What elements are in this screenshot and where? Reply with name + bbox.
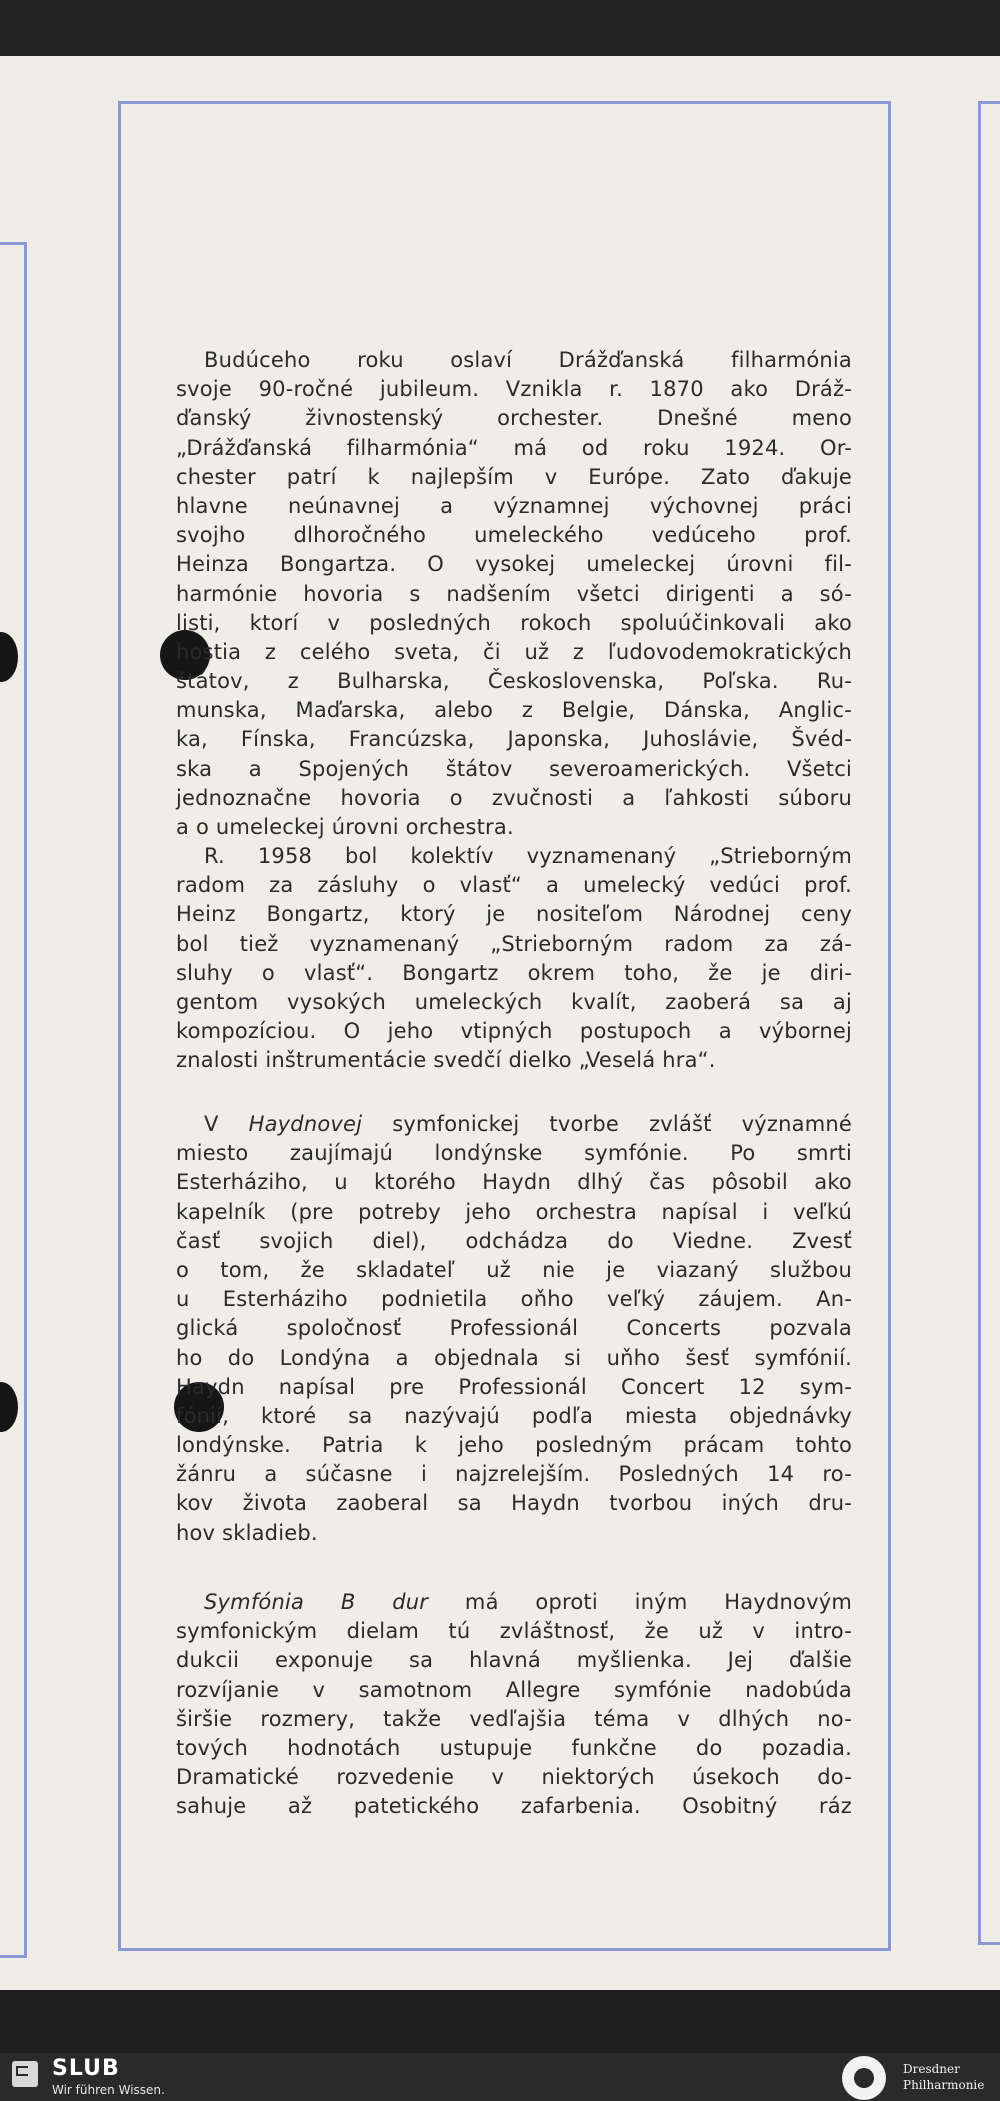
text-line: ska a Spojených štátov severoamerických. Všetci [176,756,852,781]
text-line: dukcii exponuje sa hlavná myšlienka. Jej ďalšie [176,1648,852,1673]
text-line: Heinza Bongartza. O vysokej umeleckej úrovni fil- [176,552,852,577]
text-line: gentom vysokých umeleckých kvalít, zaoberá sa aj [176,989,852,1014]
paragraph-2 [176,842,852,1076]
partner-name-line1: Dresdner [903,2062,960,2076]
text-line: časť svojich diel), odchádza do Viedne. Zvesť [176,1228,852,1253]
paragraph-1 [176,346,852,842]
text-line: ho do Londýna a objednala si uňho šesť symfónií. [176,1345,852,1370]
text-line: ka, Fínska, Francúzska, Japonska, Juhoslávie, Švéd- [176,727,852,752]
text-line: fónií, ktoré sa nazývajú podľa miesta objednávky [176,1403,852,1428]
text-line: kov života zaoberal sa Haydn tvorbou iných dru- [176,1491,852,1516]
library-name[interactable]: SLUB [52,2056,120,2081]
text-line: symfonickým dielam tú zvláštnosť, že už v intro- [176,1619,852,1644]
text-line: bol tiež vyznamenaný „Strieborným radom za zá- [176,931,852,956]
text-line: miesto zaujímajú londýnske symfónie. Po smrti [176,1141,852,1166]
text-line: Heinz Bongartz, ktorý je nositeľom Národnej ceny [176,902,852,927]
text-line: sahuje až patetického zafarbenia. Osobitný ráz [176,1794,852,1819]
text-line: harmónie hovoria s nadšením všetci dirigenti a só- [176,581,852,606]
text-line: širšie rozmery, takže vedľajšia téma v dlhých no- [176,1706,852,1731]
text-line: Budúceho roku oslaví Drážďanská filharmónia [204,348,852,372]
text-line: žánru a súčasne i najzrelejším. Posledných 14 ro- [176,1462,852,1487]
text-line: „Drážďanská filharmónia“ má od roku 1924. Or- [176,435,852,460]
text-line: sluhy o vlasť“. Bongartz okrem toho, že je diri- [176,960,852,985]
philharmonie-logo-icon[interactable] [842,2056,886,2100]
slub-logo-icon[interactable] [12,2061,38,2087]
left-page-border [0,242,27,1958]
paragraph-4 [176,1588,852,1822]
text-line: V Haydnovej symfonickej tvorbe zvlášť významné [204,1112,852,1136]
scan-top-band [0,0,1000,56]
text-line: kapelník (pre potreby jeho orchestra napísal i veľkú [176,1199,852,1224]
text-line: chester patrí k najlepším v Európe. Zato ďakuje [176,464,852,489]
text-line: svoje 90-ročné jubileum. Vznikla r. 1870 ako Dráž- [176,377,852,402]
text-line: hov skladieb. [176,1520,318,1545]
text-line: a o umeleckej úrovni orchestra. [176,815,514,839]
text-line: munska, Maďarska, alebo z Belgie, Dánska, Anglic- [176,698,852,723]
text-line: Esterháziho, u ktorého Haydn dlhý čas pôsobil ako [176,1170,852,1195]
text-line: kompozíciou. O jeho vtipných postupoch a výbornej [176,1019,852,1044]
text-line: Dramatické rozvedenie v niektorých úsekoch do- [176,1765,852,1790]
text-line: rozvíjanie v samotnom Allegre symfónie nadobúda [176,1677,852,1702]
partner-name-line2: Philharmonie [903,2078,985,2092]
library-tagline: Wir führen Wissen. [52,2083,165,2097]
text-line: Symfónia B dur má oproti iným Haydnovým [204,1590,852,1614]
right-page-border [978,101,1000,1945]
text-line: listi, ktorí v posledných rokoch spoluúčinkovali ako [176,610,852,635]
paragraph-3 [176,1110,852,1548]
text-line: u Esterháziho podnietila oňho veľký záujem. An- [176,1287,852,1312]
text-line: hostia z celého sveta, či už z ľudovodemokratických [176,639,852,664]
text-line: radom za zásluhy o vlasť“ a umelecký vedúci prof. [176,873,852,898]
scan-bottom-band [0,1990,1000,2053]
text-line: znalosti inštrumentácie svedčí dielko „Veselá hra“. [176,1048,716,1073]
text-line: R. 1958 bol kolektív vyznamenaný „Strieborným [204,844,852,868]
text-line: ďanský živnostenský orchester. Dnešné meno [176,406,852,431]
text-line: glická spoločnosť Professionál Concerts pozvala [176,1316,852,1341]
text-line: svojho dlhoročného umeleckého vedúceho prof. [176,523,852,548]
text-line: o tom, že skladateľ už nie je viazaný službou [176,1257,852,1282]
text-line: Haydn napísal pre Professionál Concert 12 sym- [176,1374,852,1399]
text-line: jednoznačne hovoria o zvučnosti a ľahkosti súboru [176,785,852,810]
text-line: štátov, z Bulharska, Československa, Poľska. Ru- [176,669,852,694]
text-line: londýnske. Patria k jeho posledným prácam tohto [176,1433,852,1458]
text-line: hlavne neúnavnej a významnej výchovnej práci [176,493,852,518]
text-line: tových hodnotách ustupuje funkčne do pozadia. [176,1735,852,1760]
